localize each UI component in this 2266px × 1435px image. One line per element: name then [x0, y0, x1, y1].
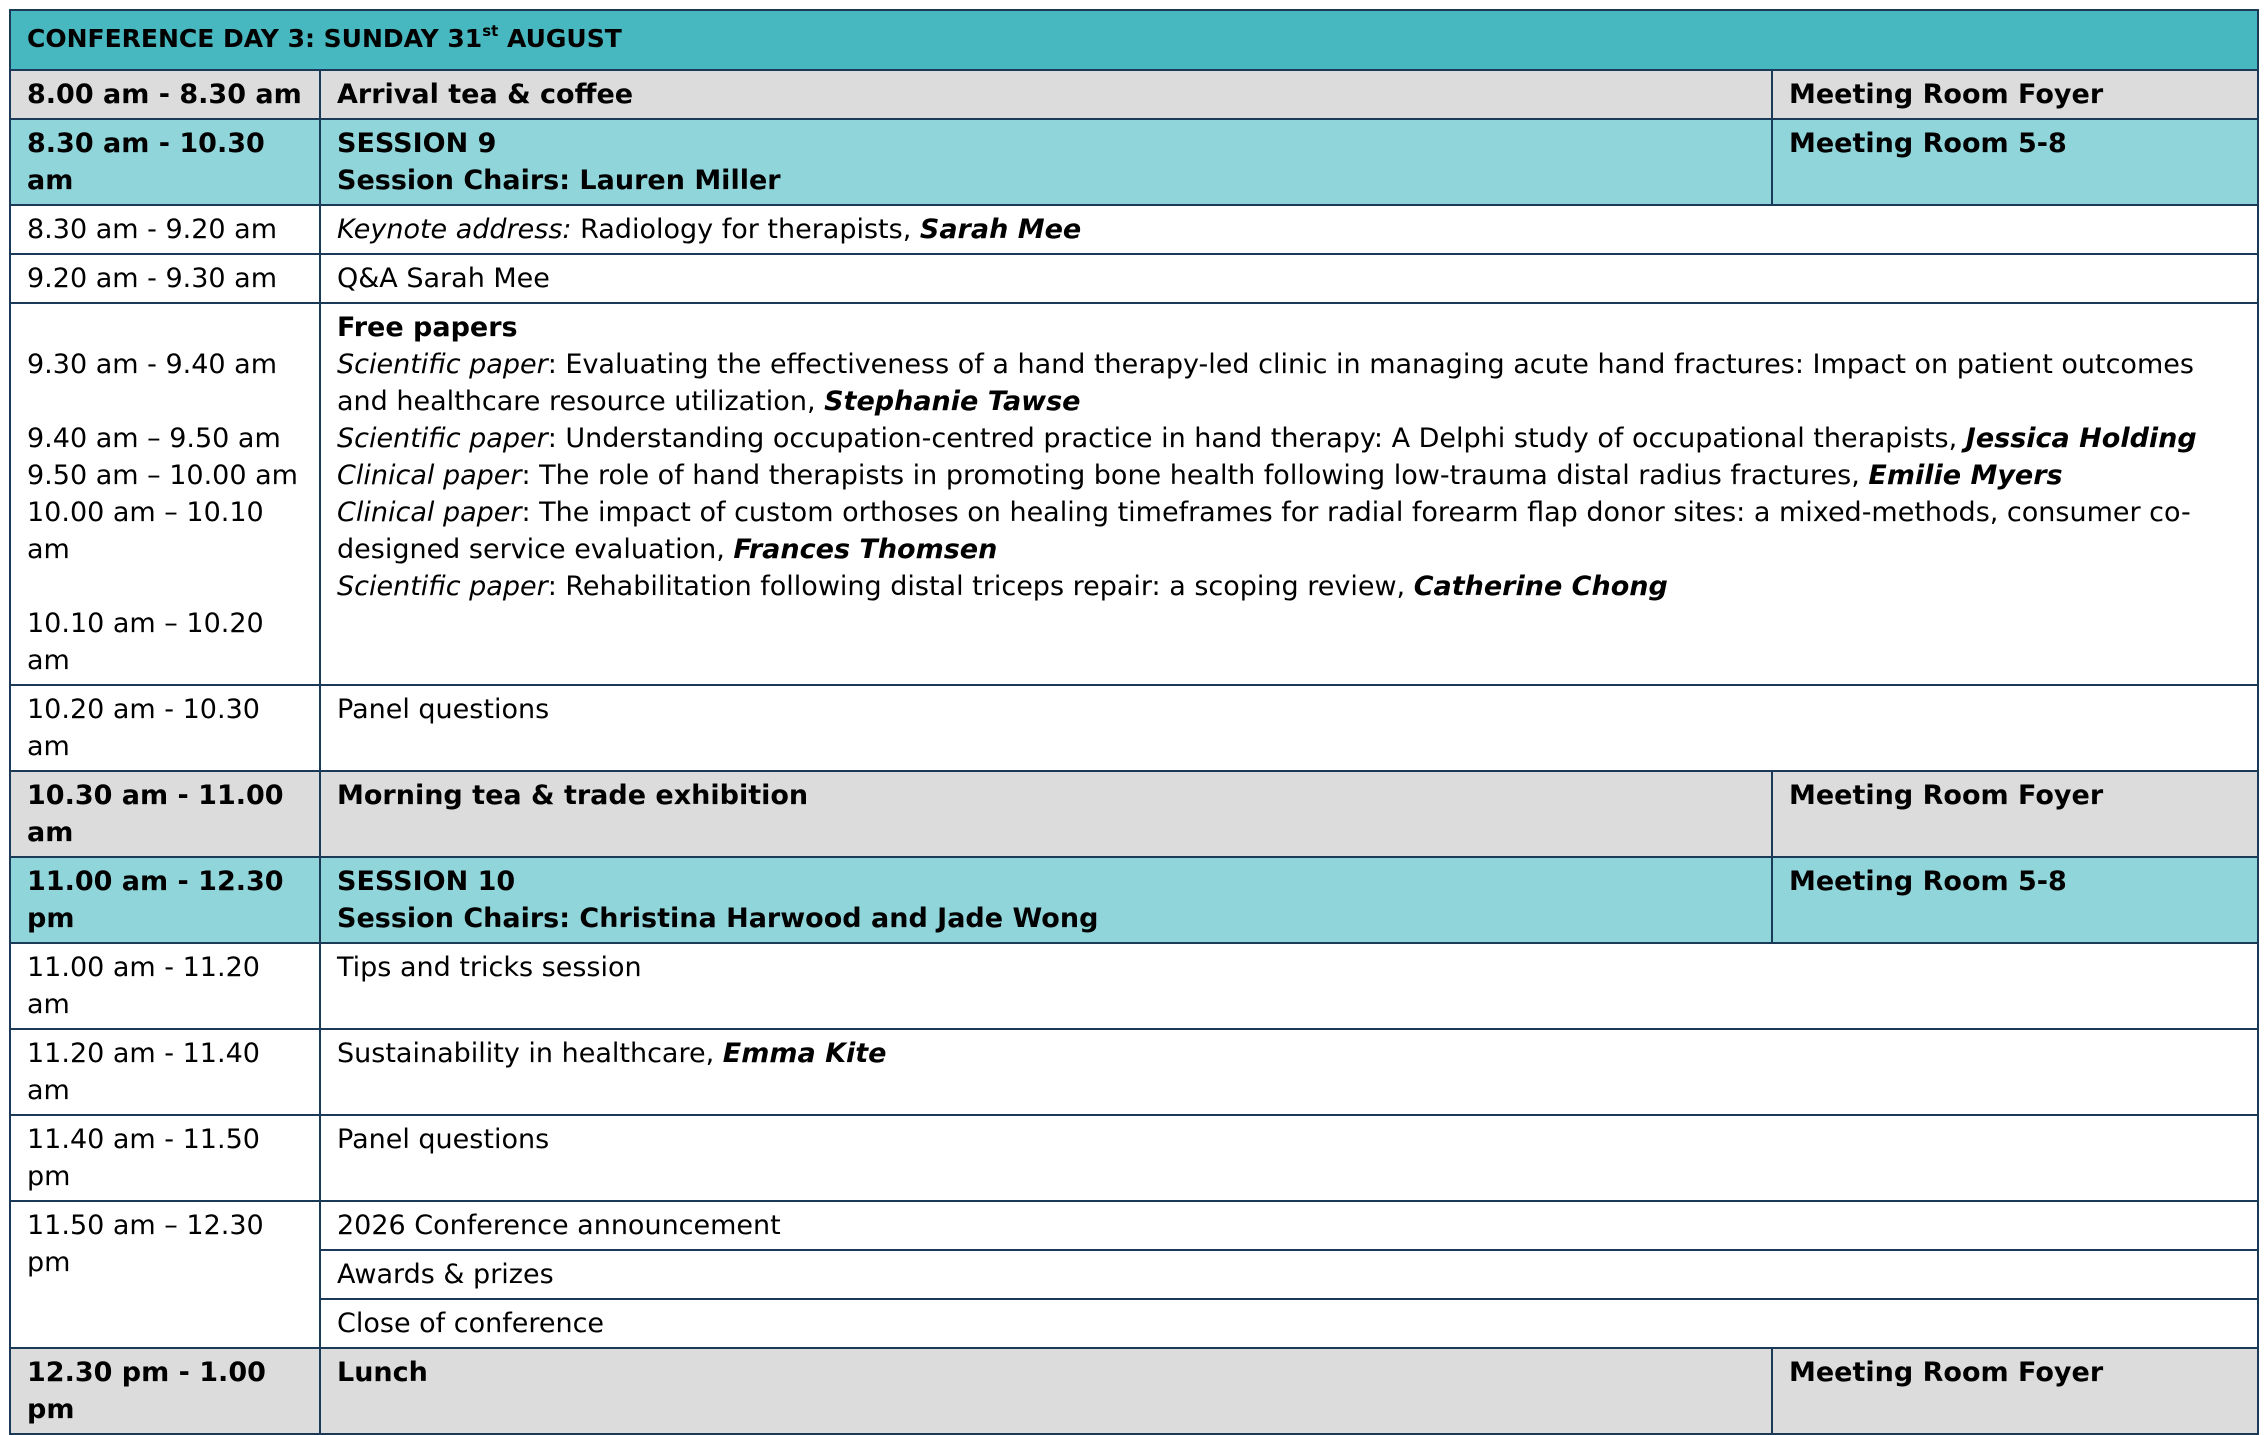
- closing-item-2: Awards & prizes: [320, 1250, 2258, 1299]
- title-text-end: AUGUST: [498, 24, 622, 53]
- time-cell: 11.00 am - 12.30 pm: [10, 857, 320, 943]
- table-row-morning-tea: [10, 771, 2258, 857]
- table-row-closing-1: [10, 1201, 2258, 1250]
- room-cell: Meeting Room Foyer: [1772, 70, 2258, 119]
- speaker-name: Frances Thomsen: [733, 534, 998, 565]
- conference-program: [9, 9, 2257, 1435]
- closing-item-3: Close of conference: [320, 1299, 2258, 1348]
- session-cell: [320, 119, 1772, 205]
- day-title: [10, 10, 2258, 70]
- paper-item-1: [337, 346, 2241, 420]
- session-cell: [320, 857, 1772, 943]
- keynote-text: Radiology for therapists,: [571, 214, 920, 245]
- paper-type: Scientific paper: [337, 349, 548, 380]
- title-superscript: st: [482, 21, 499, 40]
- session-chairs: Session Chairs: Christina Harwood and Jade Wong: [337, 903, 1099, 934]
- time-cell: 10.20 am - 10.30 am: [10, 685, 320, 771]
- time-cell: 9.20 am - 9.30 am: [10, 254, 320, 303]
- event-title: Lunch: [320, 1348, 1772, 1434]
- paper-time-4: 10.00 am – 10.10 am: [27, 497, 264, 565]
- table-row-panel-2: [10, 1115, 2258, 1201]
- time-cell: 12.30 pm - 1.00 pm: [10, 1348, 320, 1434]
- event-title: Morning tea & trade exhibition: [320, 771, 1772, 857]
- time-cell: 11.50 am – 12.30 pm: [10, 1201, 320, 1348]
- paper-type: Scientific paper: [337, 571, 548, 602]
- paper-time-3: 9.50 am – 10.00 am: [27, 460, 298, 491]
- time-cell: 11.20 am - 11.40 am: [10, 1029, 320, 1115]
- paper-item-5: [337, 568, 2241, 605]
- time-cell: 8.30 am - 9.20 am: [10, 205, 320, 254]
- sustainability-cell: [320, 1029, 2258, 1115]
- paper-item-2: [337, 420, 2241, 457]
- keynote-cell: [320, 205, 2258, 254]
- schedule-table: [9, 9, 2259, 1435]
- room-cell: Meeting Room Foyer: [1772, 771, 2258, 857]
- paper-time-5: 10.10 am – 10.20 am: [27, 608, 264, 676]
- table-row-free-papers: [10, 303, 2258, 685]
- time-spacer: [27, 568, 311, 605]
- time-cell: 10.30 am - 11.00 am: [10, 771, 320, 857]
- room-cell: Meeting Room 5-8: [1772, 857, 2258, 943]
- session-title: SESSION 9: [337, 128, 497, 159]
- table-title-row: [10, 10, 2258, 70]
- paper-text: : The role of hand therapists in promoting bone health following low-trauma distal radius fractures,: [521, 460, 1869, 491]
- time-cell: 11.40 am - 11.50 pm: [10, 1115, 320, 1201]
- keynote-label: Keynote address:: [337, 214, 572, 245]
- tips-cell: Tips and tricks session: [320, 943, 2258, 1029]
- paper-text: : Rehabilitation following distal triceps repair: a scoping review,: [547, 571, 1414, 602]
- paper-time-1: 9.30 am - 9.40 am: [27, 349, 278, 380]
- free-papers-heading: Free papers: [337, 312, 518, 343]
- session-title: SESSION 10: [337, 866, 516, 897]
- table-row-tips: [10, 943, 2258, 1029]
- time-spacer: [27, 383, 311, 420]
- event-title: Arrival tea & coffee: [320, 70, 1772, 119]
- paper-item-4: [337, 494, 2241, 568]
- panel-cell: Panel questions: [320, 685, 2258, 771]
- paper-type: Clinical paper: [337, 497, 522, 528]
- time-cell: 11.00 am - 11.20 am: [10, 943, 320, 1029]
- room-cell: Meeting Room 5-8: [1772, 119, 2258, 205]
- speaker-name: Stephanie Tawse: [824, 386, 1081, 417]
- table-row-arrival: [10, 70, 2258, 119]
- session-chairs: Session Chairs: Lauren Miller: [337, 165, 781, 196]
- paper-text: : Understanding occupation-centred practice in hand therapy: A Delphi study of occupational therapists,: [547, 423, 1966, 454]
- time-cell: 8.00 am - 8.30 am: [10, 70, 320, 119]
- speaker-name: Emilie Myers: [1868, 460, 2063, 491]
- talk-text: Sustainability in healthcare,: [337, 1038, 723, 1069]
- free-papers-cell: [320, 303, 2258, 685]
- free-papers-times: [10, 303, 320, 685]
- speaker-name: Catherine Chong: [1413, 571, 1668, 602]
- table-row-sustainability: [10, 1029, 2258, 1115]
- speaker-name: Sarah Mee: [919, 214, 1082, 245]
- table-row-keynote: [10, 205, 2258, 254]
- table-row-panel-1: [10, 685, 2258, 771]
- speaker-name: Emma Kite: [722, 1038, 887, 1069]
- paper-type: Scientific paper: [337, 423, 548, 454]
- speaker-name: Jessica Holding: [1965, 423, 2197, 454]
- paper-text: : Evaluating the effectiveness of a hand therapy-led clinic in managing acute hand fractures: Impact on patient outcomes and healthcare resource utilization,: [337, 349, 2194, 417]
- table-row-qa: [10, 254, 2258, 303]
- table-row-session-9: [10, 119, 2258, 205]
- table-row-lunch: [10, 1348, 2258, 1434]
- time-spacer: [27, 309, 311, 346]
- panel-cell: Panel questions: [320, 1115, 2258, 1201]
- title-text: CONFERENCE DAY 3: SUNDAY 31: [27, 24, 483, 53]
- table-row-session-10: [10, 857, 2258, 943]
- table-row-closing-3: [10, 1299, 2258, 1348]
- closing-item-1: 2026 Conference announcement: [320, 1201, 2258, 1250]
- paper-text: : The impact of custom orthoses on healing timeframes for radial forearm flap donor sites: a mixed-methods, consumer co-designed service evaluation,: [337, 497, 2191, 565]
- time-cell: 8.30 am - 10.30 am: [10, 119, 320, 205]
- qa-cell: Q&A Sarah Mee: [320, 254, 2258, 303]
- table-row-closing-2: [10, 1250, 2258, 1299]
- paper-item-3: [337, 457, 2241, 494]
- room-cell: Meeting Room Foyer: [1772, 1348, 2258, 1434]
- paper-time-2: 9.40 am – 9.50 am: [27, 423, 281, 454]
- paper-type: Clinical paper: [337, 460, 522, 491]
